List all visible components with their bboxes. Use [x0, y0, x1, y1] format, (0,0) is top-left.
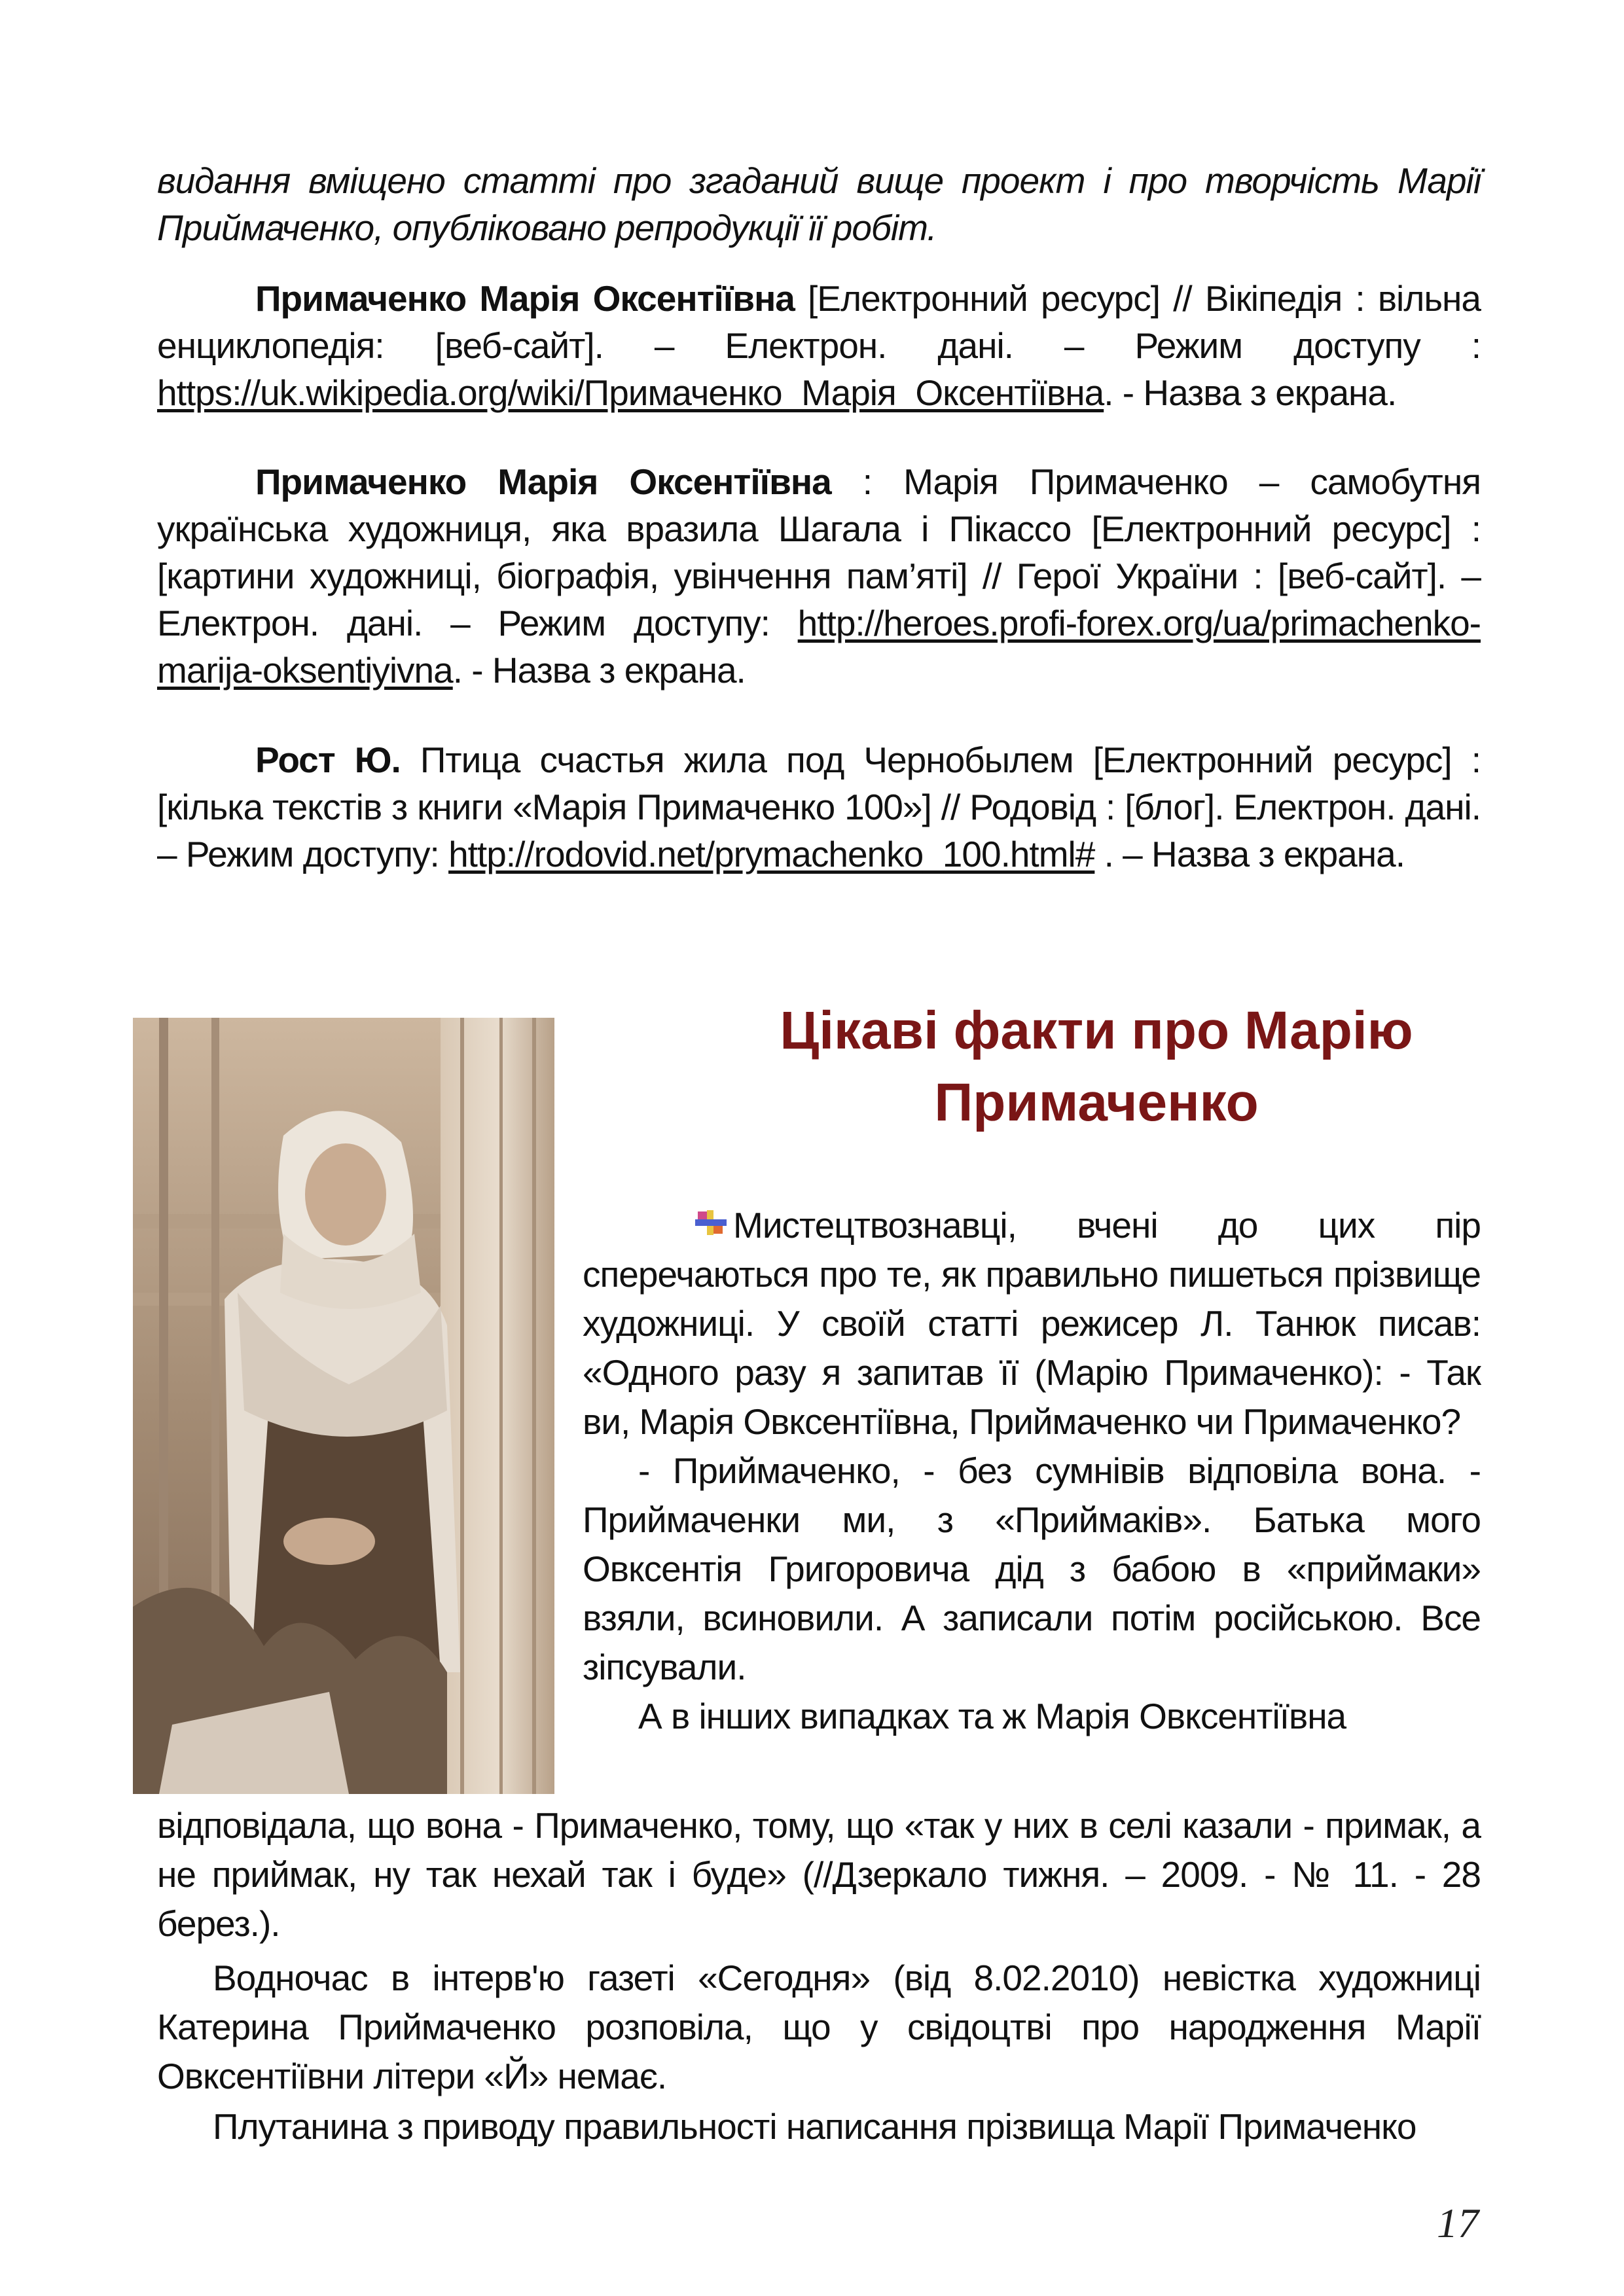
reference-2: [157, 458, 1481, 694]
section-heading: [720, 995, 1473, 1139]
reference-link[interactable]: http://heroes.profi-forex.org/ua/primachenko-marija-oksentiyivna: [157, 603, 1481, 691]
reference-tail: . - Назва з екрана.: [452, 650, 746, 691]
reference-text: Птица счастья жила под Чернобылем [Електронний ресурс] : [кілька текстів з книги «Марія Примаченко 100»] // Родовід : [блог]. Електрон. дані. – Режим доступу:: [157, 740, 1481, 874]
reference-text: [Електронний ресурс] // Вікіпедія : вільна енциклопедія: [веб-сайт]. – Електрон. дані. – Режим доступу :: [157, 278, 1481, 366]
intro-paragraph: видання вміщено статті про згаданий вище проект і про творчість Марії Приймаченко, опубліковано репродукції її робіт.: [157, 160, 1481, 248]
facts-paragraph-3-start: А в інших випадках та ж Марія Овксентіївна: [638, 1696, 1346, 1736]
reference-author: Примаченко Марія Оксентіївна: [255, 278, 795, 319]
reference-tail: . - Назва з екрана.: [1104, 372, 1397, 413]
reference-author: Примаченко Марія Оксентіївна: [255, 461, 831, 502]
facts-paragraph-3-rest: відповідала, що вона - Примаченко, тому, що «так у них в селі казали - примак, а не приймак, ну так нехай так і буде» (//Дзеркало тижня. – 2009. - № 11. - 28 берез.).: [157, 1805, 1481, 1944]
page-number: 17: [1437, 2200, 1479, 2246]
section-heading-line-2: Примаченко: [934, 1073, 1259, 1132]
facts-paragraph-5: Плутанина з приводу правильності написання прізвища Марії Примаченко: [213, 2106, 1416, 2147]
facts-paragraph-1: [583, 1201, 1481, 1446]
colored-bullet-icon: [638, 1201, 731, 1250]
facts-paragraph-4: Водночас в інтерв'ю газеті «Сегодня» (від 8.02.2010) невістка художниці Катерина Приймаченко розповіла, що у свідоцтві про народження Марії Овксентіївни літери «Й» немає.: [157, 1958, 1481, 2096]
reference-link[interactable]: http://rodovid.net/prymachenko_100.html#: [448, 834, 1095, 874]
facts-text-1: Мистецтвознавці, вчені до цих пір сперечаються про те, як правильно пишеться прізвище художниці. У своїй статті режисер Л. Танюк писав: «Одного разу я запитав її (Марію Примаченко): - Так ви, Марія Овксентіївна, Приймаченко чи Примаченко?: [583, 1205, 1481, 1442]
facts-column: [583, 1201, 1481, 1741]
reference-link[interactable]: https://uk.wikipedia.org/wiki/Примаченко_Марія_Оксентіївна: [157, 372, 1104, 413]
reference-1: [157, 275, 1481, 416]
reference-author: Рост Ю.: [255, 740, 401, 780]
reference-text: : Марія Примаченко – самобутня українська художниця, яка вразила Шагала і Пікассо [Електронний ресурс] : [картини художниці, біографія, увінчення пам’яті] // Герої України : [веб-сайт]. – Електрон. дані. – Режим доступу:: [157, 461, 1481, 643]
portrait-photo: [133, 1018, 554, 1794]
reference-3: [157, 736, 1481, 878]
section-heading-line-1: Цікаві факти про Марію: [780, 1001, 1413, 1060]
facts-paragraph-2: - Приймаченко, - без сумнівів відповіла вона. - Приймаченки ми, з «Приймаків». Батька мого Овксентія Григоровича дід з бабою в «приймаки» взяли, всиновили. А записали потім російською. Все зіпсували.: [583, 1450, 1481, 1687]
reference-tail: . – Назва з екрана.: [1094, 834, 1405, 874]
